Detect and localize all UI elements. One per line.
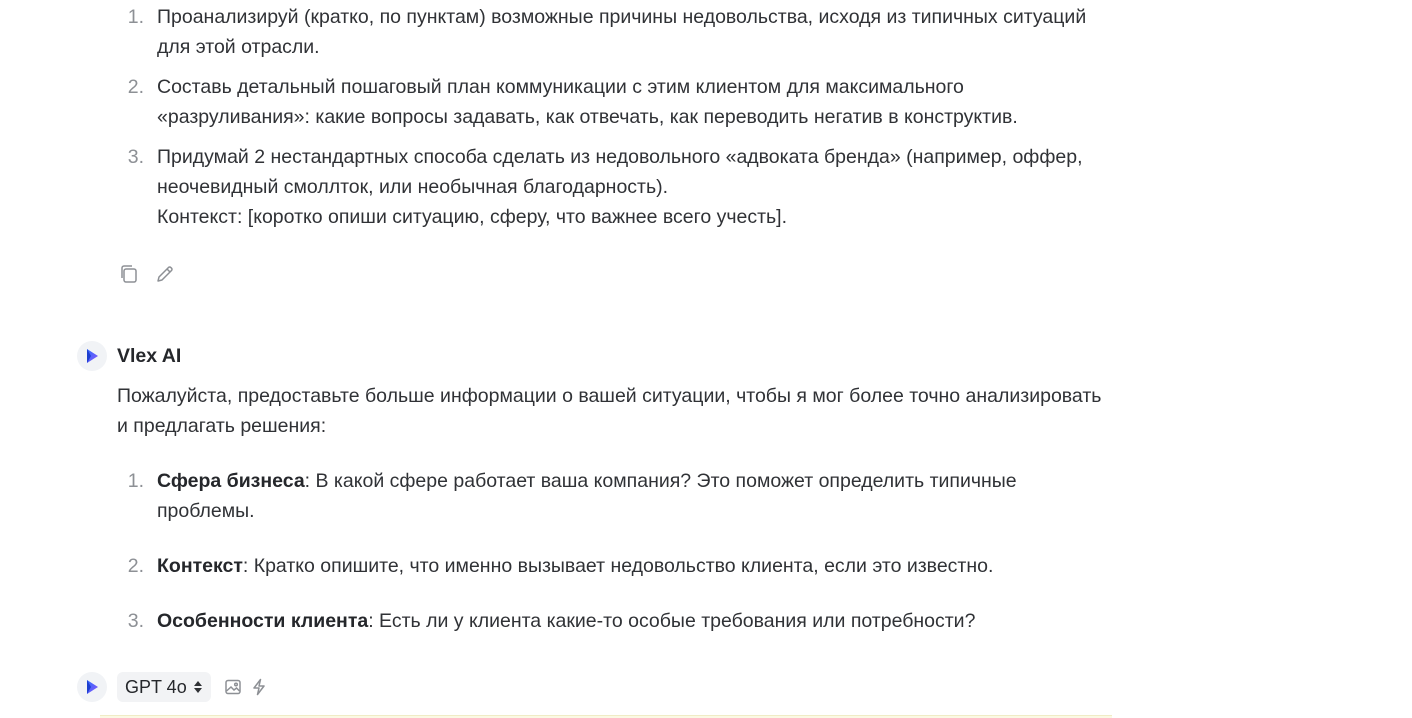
user-message-list (117, 2, 1117, 242)
list-item (117, 142, 1117, 232)
message-actions (117, 262, 177, 286)
list-number: 2. (127, 76, 144, 98)
list-item-text: Составь детальный пошаговый план коммуникации с этим клиентом для максимального «разруливания»: какие вопросы задавать, как отвечать, как переводить негатив в конструктив. (157, 76, 1018, 128)
vlex-logo-icon (85, 679, 99, 695)
list-number: 3. (127, 610, 144, 632)
pencil-icon (155, 264, 175, 284)
list-item (117, 551, 1117, 581)
edit-button[interactable] (153, 262, 177, 286)
model-select[interactable] (117, 672, 211, 702)
lightning-button[interactable] (247, 675, 271, 699)
list-number: 2. (127, 555, 144, 577)
model-select-value: GPT 4o (125, 676, 187, 697)
image-button[interactable] (221, 675, 245, 699)
list-item (117, 606, 1117, 636)
list-item-title: Контекст (157, 555, 243, 577)
list-item-text: Придумай 2 нестандартных способа сделать из недовольного «адвоката бренда» (например, оффер, неочевидный смоллток, или необычная благодарность). (157, 146, 1083, 198)
composer-avatar (77, 672, 107, 702)
sort-arrows-icon (193, 680, 203, 694)
assistant-list (117, 466, 1117, 661)
context-line: Контекст: [коротко опиши ситуацию, сферу, что важнее всего учесть]. (157, 206, 788, 228)
list-item-text: : В какой сфере работает ваша компания? Это поможет определить типичные проблемы. (157, 470, 1017, 522)
image-icon (224, 678, 242, 696)
model-toolbar (117, 672, 271, 702)
vlex-logo-icon (85, 348, 99, 364)
assistant-intro-text: Пожалуйста, предоставьте больше информации о вашей ситуации, чтобы я мог более точно анализировать и предлагать решения: (117, 385, 1102, 437)
list-item-text: : Есть ли у клиента какие-то особые требования или потребности? (368, 610, 976, 632)
list-item (117, 466, 1117, 526)
copy-button[interactable] (117, 262, 141, 286)
assistant-avatar (77, 341, 107, 371)
list-number: 1. (127, 6, 144, 28)
list-item-text: : Кратко опишите, что именно вызывает недовольство клиента, если это известно. (242, 555, 994, 577)
assistant-name: Vlex AI (117, 345, 182, 367)
list-number: 3. (127, 146, 144, 168)
list-item-text: Проанализируй (кратко, по пунктам) возможные причины недовольства, исходя из типичных ситуаций для этой отрасли. (157, 6, 1087, 58)
list-item (117, 2, 1117, 62)
list-number: 1. (127, 470, 144, 492)
list-item-title: Особенности клиента (157, 610, 369, 632)
list-item (117, 72, 1117, 132)
lightning-icon (251, 678, 267, 696)
copy-icon (118, 263, 140, 285)
list-item-title: Сфера бизнеса (157, 470, 305, 492)
